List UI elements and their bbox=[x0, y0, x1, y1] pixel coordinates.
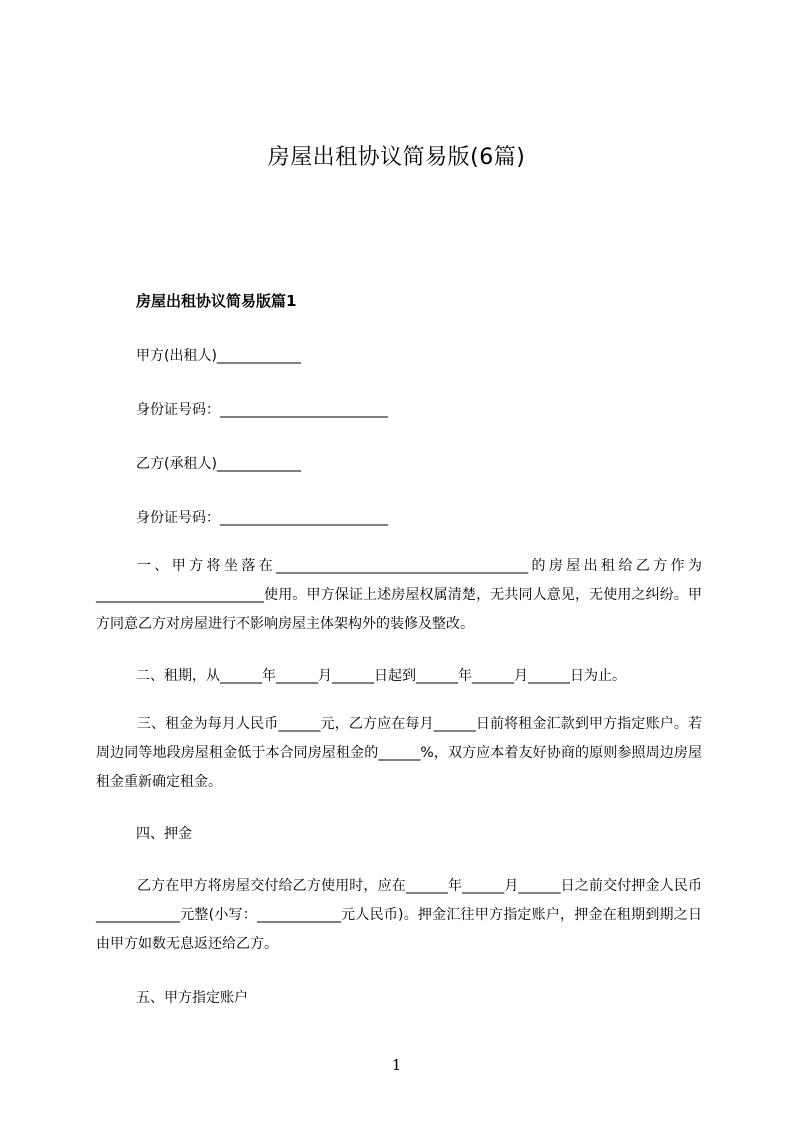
lessor-id-field: 身份证号码：________________________ bbox=[136, 402, 388, 418]
lessee-id-field: 身份证号码：________________________ bbox=[136, 510, 388, 526]
section-heading: 房屋出租协议简易版篇1 bbox=[136, 292, 297, 310]
clause-3 bbox=[96, 710, 702, 797]
clause-2: 二、租期，从______年______月______日起到______年______月______日为止。 bbox=[136, 668, 626, 684]
page-number: 1 bbox=[391, 1056, 402, 1074]
clause-4 bbox=[96, 872, 702, 959]
lessor-field: 甲方(出租人)____________ bbox=[136, 348, 301, 364]
clause-4-text: 乙方在甲方将房屋交付给乙方使用时，应在______年______月______日之前交付押金人民币____________元整(小写：____________元人民币)。押金汇往甲方指定账户，押金在租期到期之日由甲方如数无息返还给乙方。 bbox=[96, 878, 702, 952]
clause-4-heading: 四、押金 bbox=[136, 826, 192, 842]
clause-1 bbox=[96, 552, 702, 639]
clause-5-heading: 五、甲方指定账户 bbox=[136, 990, 248, 1006]
clause-1-text: 一、甲方将坐落在____________________________________的房屋出租给乙方作为________________________使用。甲方保证上述房屋权属清楚，无共同人意见，无使用之纠纷。甲方同意乙方对房屋进行不影响房屋主体架构外的装修及整改。 bbox=[96, 558, 702, 632]
clause-3-text: 三、租金为每月人民币______元，乙方应在每月______日前将租金汇款到甲方指定账户。若周边同等地段房屋租金低于本合同房屋租金的______%，双方应本着友好协商的原则参照周边房屋租金重新确定租金。 bbox=[96, 716, 702, 790]
lessee-field: 乙方(承租人)____________ bbox=[136, 456, 301, 472]
document-title: 房屋出租协议简易版(6篇) bbox=[267, 145, 526, 170]
